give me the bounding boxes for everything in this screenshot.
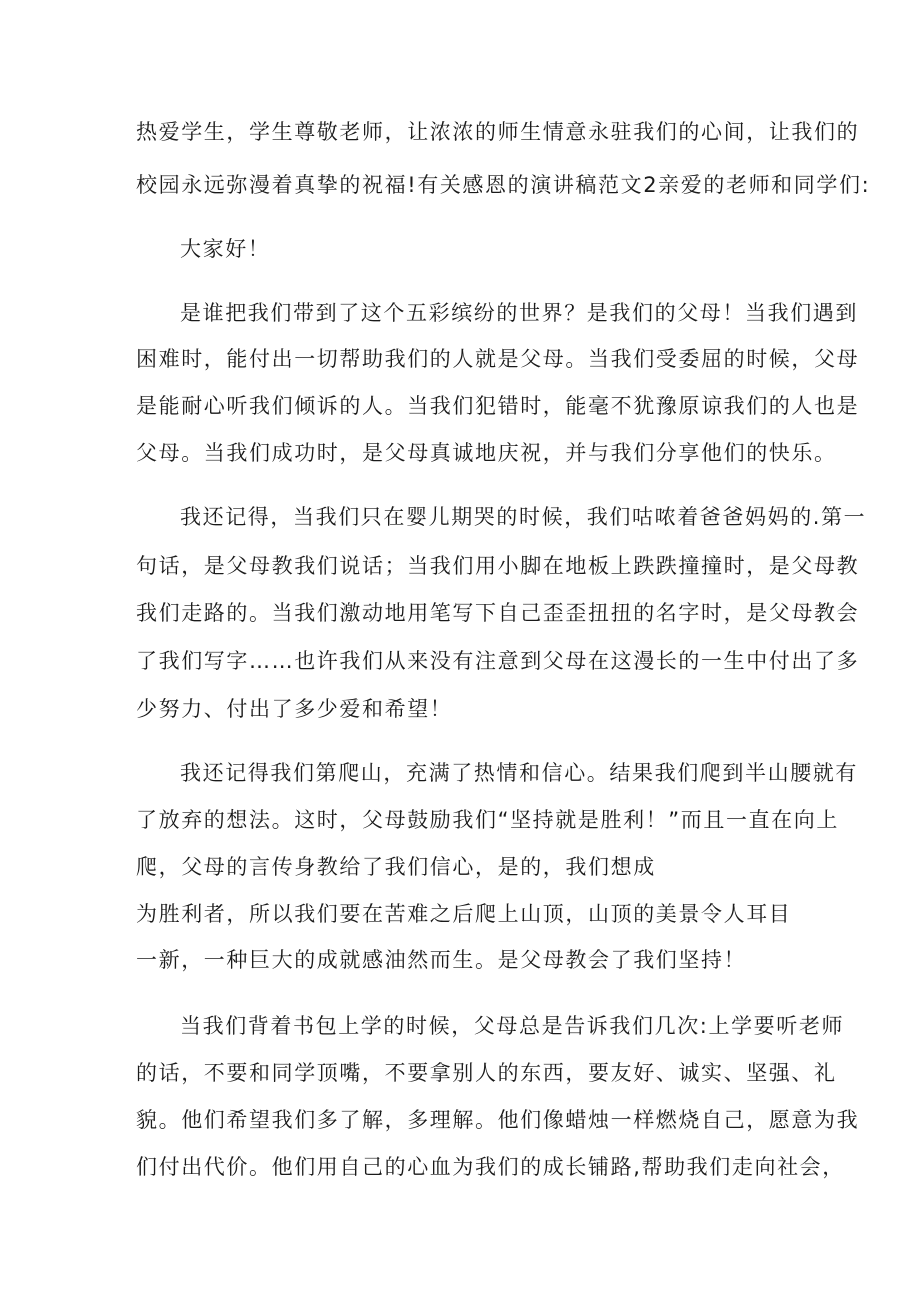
- text-line: 是能耐心听我们倾诉的人。当我们犯错时，能毫不犹豫原谅我们的人也是: [136, 394, 860, 418]
- text-line: 是谁把我们带到了这个五彩缤纷的世界？是我们的父母！当我们遇到: [180, 301, 858, 325]
- text-line: 貌。他们希望我们多了解，多理解。他们像蜡烛一样燃烧自己，愿意为我: [136, 1108, 860, 1132]
- text-line: 了放弃的想法。这时，父母鼓励我们“坚持就是胜利！”而且一直在向上: [136, 808, 839, 832]
- text-line: 我还记得我们第爬山，充满了热情和信心。结果我们爬到半山腰就有: [180, 761, 858, 785]
- greeting: 大家好！: [180, 237, 271, 261]
- text-line: 了我们写字……也许我们从来没有注意到父母在这漫长的一生中付出了多: [136, 649, 860, 673]
- text-line: 困难时，能付出一切帮助我们的人就是父母。当我们受委屈的时候，父母: [136, 347, 860, 371]
- text-line: 少努力、付出了多少爱和希望！: [136, 697, 453, 721]
- text-line: 热爱学生，学生尊敬老师，让浓浓的师生情意永驻我们的心间，让我们的: [136, 120, 860, 144]
- text-line: 我们走路的。当我们激动地用笔写下自己歪歪扭扭的名字时，是父母教会: [136, 601, 860, 625]
- text-line: 爬，父母的言传身教给了我们信心，是的，我们想成: [136, 855, 656, 879]
- text-line: 的话，不要和同学顶嘴，不要拿别人的东西，要友好、诚实、坚强、礼: [136, 1061, 837, 1085]
- text-line: 校园永远弥漫着真挚的祝福!有关感恩的演讲稿范文2亲爱的老师和同学们:: [136, 173, 871, 197]
- text-line: 句话，是父母教我们说话；当我们用小脚在地板上跌跌撞撞时，是父母教: [136, 554, 860, 578]
- text-line: 当我们背着书包上学的时候，父母总是告诉我们几次:上学要听老师: [180, 1014, 845, 1038]
- text-line: 父母。当我们成功时，是父母真诚地庆祝，并与我们分享他们的快乐。: [136, 441, 837, 465]
- text-line: 们付出代价。他们用自己的心血为我们的成长铺路,帮助我们走向社会，: [136, 1155, 845, 1179]
- text-line: 我还记得，当我们只在婴儿期哭的时候，我们咕哝着爸爸妈妈的.第一: [180, 505, 867, 529]
- text-line: 一新，一种巨大的成就感油然而生。是父母教会了我们坚持！: [136, 948, 747, 972]
- text-line: 为胜利者，所以我们要在苦难之后爬上山顶，山顶的美景令人耳目: [136, 902, 792, 926]
